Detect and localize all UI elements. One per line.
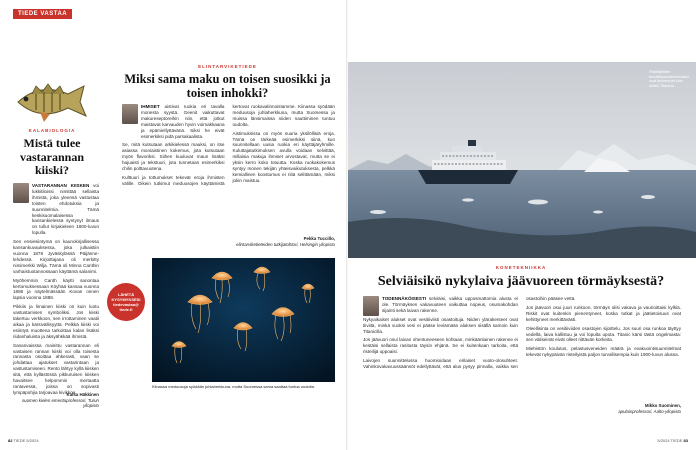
paragraph: Jos jäävuori osui laivan ohentuneeseen kohtaan, minkäänlainen rakenne ei kestäisi sellaista rasitusta täysin ehjänä. Se ei kuitenkaan tarkoita, että risteilijä uppoaisi. [363, 337, 518, 355]
paragraph: Jos jäävuori osui juuri runkoon, törmäys olisi vakava ja vaurioittaisi kylkiä. Riskit ovat kuitenkin pienentyneet, koska tutkat ja jäätietoisuus ovat kehittyneet merkittävästi. [526, 304, 681, 322]
paragraph: Sananvaisssa mainittu vastarannan eli vastaisen rannan kiiski voi olla toisesta rannasta osoittaa ahkerasti, vaan se johdattaa ajatukset vastarintaan ja vastustamiseen. Rento lähtyy kyllä kiisken sitä, että kyllästössä pikkuruisen kiisken havaitsee helpommin mertaatta rantavessä, joissa on sopivasti lympäpohjia tarjoavaa kivikkoa. [13, 342, 99, 395]
jellyfish-photo-caption: Kiinassa meduusoja syödään juhlaherkkuna, mutta Suomessa sama saattaa tuntua oudolta. [152, 384, 315, 389]
section-tag: TIEDE VASTAA [13, 9, 72, 19]
paragraph: Laivojen suunnittelussa huomioidaan erilaiset vuoto-olosuhteet. Vahinkovakavuussäännöt edellyttävät, että alus pysyy pinnalla, vaikka sen osastoihin pääsee vettä. [363, 296, 576, 370]
article2-headline: Miksi sama maku on toisen suosikki ja toisen inhokki? [124, 72, 331, 100]
right-folio: 5/2024 TIEDE 83 [657, 438, 688, 443]
paragraph: Oleellisinta on vesitiiviiden osastojen sijoittelu. Jos suuri osa runkoa täyttyy vedellä, laiva kallistuu ja voi lopulta upota. Titanic kärsi tästä ongelmasta: sen väliseinät eivät olleet riittävän korkeita. [526, 325, 681, 343]
paragraph: Nykyaikaiset alukset ovat vesitiiviisti osastoituja. Niiden ylärakenteet ovat tiiviitä, minkä vuoksi vesi ei pääse leviämään aluksen sisällä samoin kuin Titanicilla. [363, 316, 518, 334]
jellyfish-photo [152, 258, 335, 382]
article1-kicker: KALABIOLOGIA [28, 128, 76, 133]
paragraph: Myöhemmin Canth käytti sanontaa kertomuksessaan Köyhää kansaa vuonna 1886 ja näytelmässään Kovan onnen lapsia vuonna 1888. [13, 277, 99, 301]
paragraph: Aistimuksissa on myös suuria yksilöllisiä eroja. Tämä on tärkeää esimerkiksi siinä, kun suunnitellaan uusia ruokia eri käyttäjäryhmille. Kuluttajatutkimuksen avulla voidaan selvittää, millaisia makuja ihmiset arvostavat, mutta se ei yksin kerro koko totuutta. Koska ruokakokemus syntyy monen tekijän yhteisvaikutuksesta, pelkkä kemiallinen koostumus ei riitä selittämään, miksi jokin maistuu. [232, 130, 335, 183]
article1-headline: Mistä tulee vastarannan kiiski? [19, 136, 84, 177]
article2-signature: Pekka Tuccillo, elintarviketieteiden tutkijatohtori, Helsingin yliopisto [236, 236, 335, 247]
ship-photo-caption: Risteilijöiden turvallisuusrakennukset ovat tiukemmat kuin niiden Titanicin. [649, 70, 689, 88]
article-kicker: KONETEKNIIKKA [495, 265, 547, 270]
article1-signature: Kaisa Häkkinen suomen kielen emeritaprofessori, Turun yliopisto [21, 392, 99, 409]
article2-kicker: ELINTARVIKETIEDE [198, 64, 257, 69]
right-page [348, 0, 696, 450]
paragraph: Pikkiis ja limainen kiiski on kuin luotu vastustamisen symboliksi. Jos kiiski takertuu verkkoon, sen irrottaminen vaatii aikaa ja kärsivällisyyttä. Pelkkä kiiski voi esiintyä muottena tarkoittaa kalan lisäksi riidanhaluista ja äksyähkkää ihmistä. [13, 304, 99, 339]
perch-fish-illustration [10, 72, 92, 130]
paragraph: IHMISET aistivat ruokia eri tavalla monesta syystä. Geenit vaikuttavat makureseptoreihin niin, että jotkut maistavat karvauden hyvin voimakkaana ja epämiellyttävänä. Siksi he eivät esimerkiksi pidä parsakaalista. [141, 104, 225, 139]
article-signature: Mikko Suominen, apulaisprofessori, Aalto-yliopisto [618, 403, 681, 414]
left-folio: 82 TIEDE 5/2024 [8, 438, 39, 443]
article-headline: Selviäisikö nykylaiva jäävuoreen törmäyksestä? [377, 274, 665, 289]
cruise-ship-photo [348, 62, 696, 258]
paragraph: Sen ensiesiintymä on kaunokirjallisessa kansankuvauksessa, joka julkaistiin vuonna 1878 Jyväskylässä Päijänne-lehdessä. Kirjoittajana oli merkitty nimimerkki Wilja. Tämä oli Minna Canthin varhaistuotannossaan käyttämä salanimi. [13, 239, 99, 274]
paragraph: VASTARANNAN KIISKEN voi lukkitiloissi nimittää sellaista ihmistä, joka yleensä vastustaa toisten ehdotuksia ja suunnitelmia. Tämä keskisuomalaisessa kansankielessä syntynyt ilmaus on tullut kirjakieleen 1800-luvun lopulla. [32, 183, 100, 236]
paragraph: Se, mitä kutsutaan arkikielessä mauksi, on itse asiassa moniaistinen kokemus, jota kutsutaan myös flavoriksi. Siihen kuuluvat maun lisäksi hajuaisti ja tekstuuri, jota tunnetaan esimerkiksi chilin polttavuutena. [122, 142, 225, 172]
article1-body [13, 183, 100, 395]
paragraph: Miehistön koulutus, pelastusveneiden määrä ja evakuointisuunnitelmat tekevät nykypäivän risteilyistä paljon turvallisempia kuin 1900-luvun alussa. [526, 346, 681, 358]
paragraph: TODENNÄKÖISESTI selviäisi, vaikka upposmattomia alusta ei ole. Törmäyksen vakavuuteen vaikuttaa nopeus, osumakohdan sijainti sekä laivan rakenne. [382, 296, 518, 313]
paragraph: Kulttuuri ja tottumukset tekevät eroja ihmisten välille. Oikein tutkimut meduusojen käyttämistä kertovat ruokavalinnoistamme. Kiinassa syödään meduusoja juhlaherkkuna, mutta Suomessa ja muissa länsimaissa niiden nauttiminen tuntuu oudolta. [122, 104, 335, 186]
send-question-sticker[interactable]: LÄHETÄ KYSYMYKSESI tiedevastaa@ tiede.fi [107, 283, 145, 321]
article2-body [122, 104, 335, 254]
